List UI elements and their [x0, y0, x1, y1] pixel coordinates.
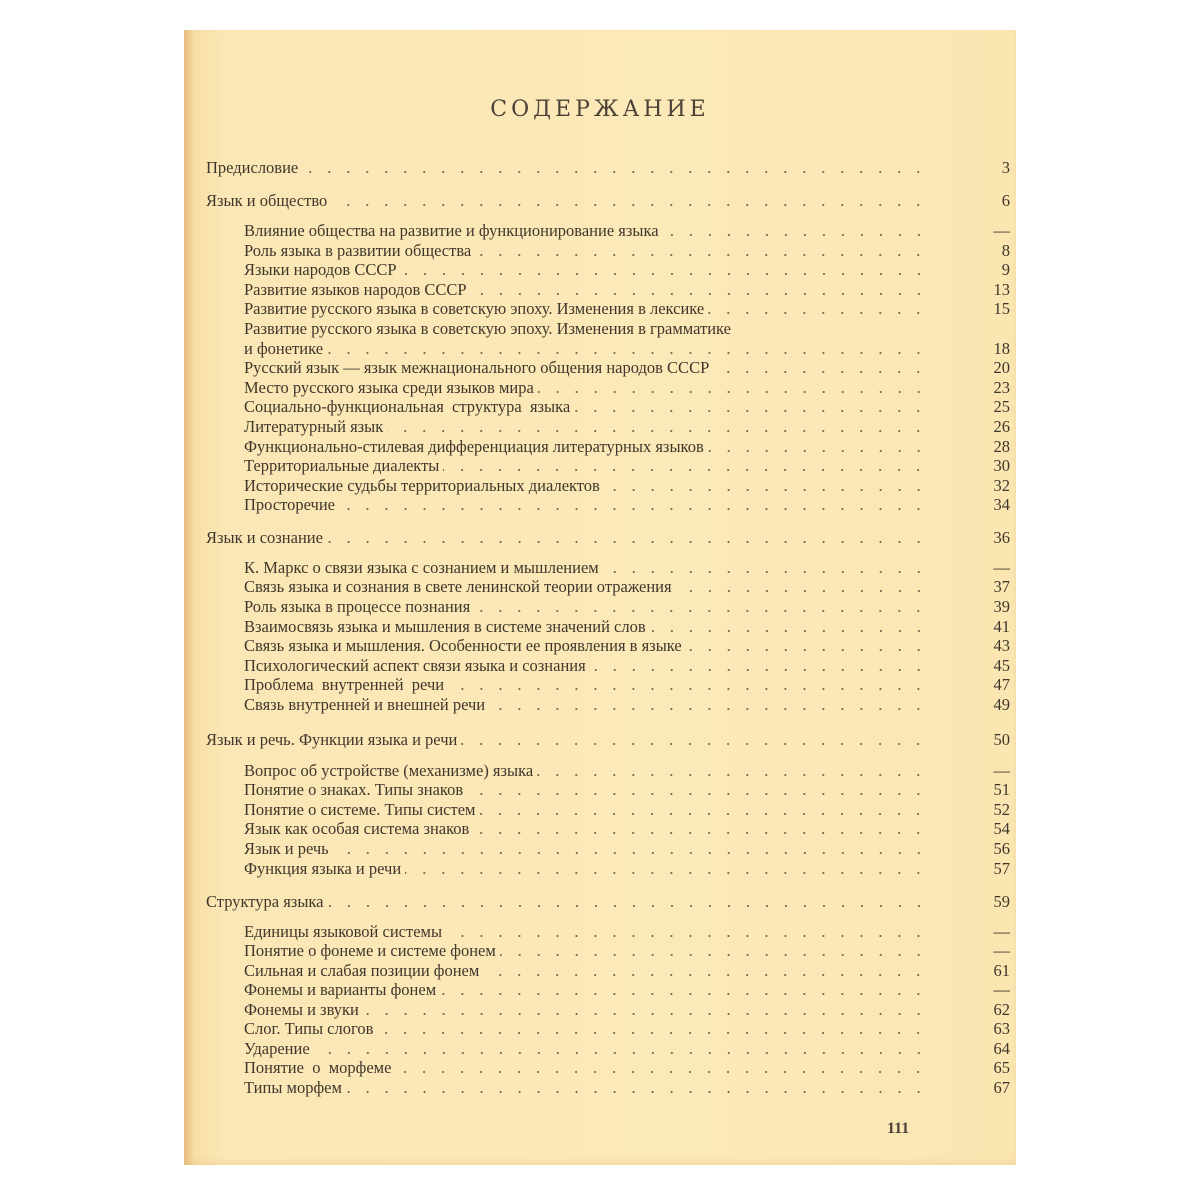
toc-entry-label: Язык как особая система знаков — [244, 819, 470, 838]
toc-section-row — [244, 417, 1010, 437]
leader-dots — [603, 571, 928, 573]
leader-dots — [489, 708, 928, 710]
toc-page-number: — — [993, 941, 1010, 960]
toc-page-number: 61 — [993, 961, 1010, 980]
toc-chapter-row — [206, 191, 1010, 211]
toc-chapter-row — [206, 892, 1010, 912]
toc-entry-label-continuation: и фонетике — [244, 339, 324, 358]
toc-page-number: 67 — [993, 1078, 1010, 1097]
leader-dots — [339, 508, 928, 510]
toc-entry-label: Психологический аспект связи языка и сознания — [244, 656, 586, 675]
leader-dots — [448, 688, 928, 690]
toc-section-row — [244, 476, 1010, 496]
toc-section-row — [244, 221, 1010, 241]
toc-page-number: 8 — [1001, 241, 1010, 260]
toc-page-number: 36 — [993, 528, 1010, 547]
toc-entry-label: Понятие о знаках. Типы знаков — [244, 780, 464, 799]
leader-dots — [708, 450, 928, 452]
toc-page-number: 13 — [993, 280, 1010, 299]
toc-page-number: — — [993, 980, 1010, 999]
toc-chapter-row — [206, 528, 1010, 548]
toc-section-row — [244, 437, 1010, 457]
toc-section-row-line1 — [244, 319, 932, 339]
toc-page-number: 32 — [993, 476, 1010, 495]
leader-dots — [328, 905, 928, 907]
toc-page-number: 49 — [993, 695, 1010, 714]
toc-page-number: 25 — [993, 397, 1010, 416]
leader-dots — [500, 954, 928, 956]
toc-entry-label: Русский язык — язык межнационального общения народов СССР — [244, 358, 710, 377]
toc-entry-label: Роль языка в развитии общества — [244, 241, 472, 260]
toc-page-number: 43 — [993, 636, 1010, 655]
toc-page-number: 47 — [993, 675, 1010, 694]
leader-dots — [473, 832, 928, 834]
toc-section-row — [244, 397, 1010, 417]
toc-chapter-row — [206, 158, 1010, 178]
leader-dots — [405, 872, 928, 874]
toc-section-row — [244, 839, 1010, 859]
toc-entry-label: Сильная и слабая позиции фонем — [244, 961, 480, 980]
toc-entry-label: Литературный язык — [244, 417, 384, 436]
toc-section-row — [244, 558, 1010, 578]
toc-section-row — [244, 961, 1010, 981]
toc-entry-label: Проблема внутренней речи — [244, 675, 445, 694]
toc-page-number: 45 — [993, 656, 1010, 675]
page-title: СОДЕРЖАНИЕ — [490, 97, 710, 122]
toc-entry-label: Язык и речь — [244, 839, 329, 858]
toc-entry-label: Влияние общества на развитие и функционирование языка — [244, 221, 659, 240]
toc-section-row — [244, 922, 1010, 942]
leader-dots — [314, 1052, 928, 1054]
leader-dots — [663, 234, 928, 236]
toc-chapter-row — [206, 730, 1010, 750]
leader-dots — [538, 391, 928, 393]
leader-dots — [479, 813, 928, 815]
toc-entry-label: Понятие о морфеме — [244, 1058, 392, 1077]
toc-section-row — [244, 980, 1010, 1000]
leader-dots — [443, 469, 928, 471]
toc-section-row — [244, 597, 1010, 617]
toc-page-number: 23 — [993, 378, 1010, 397]
toc-section-row — [244, 656, 1010, 676]
toc-entry-label: Предисловие — [206, 158, 299, 177]
toc-entry-label: Связь языка и мышления. Особенности ее проявления в языке — [244, 636, 682, 655]
toc-page-number: 64 — [993, 1039, 1010, 1058]
toc-page-number: 56 — [993, 839, 1010, 858]
book-page — [184, 30, 1016, 1165]
toc-section-row — [244, 859, 1010, 879]
leader-dots — [395, 1071, 928, 1073]
toc-section-row — [244, 617, 1010, 637]
toc-page-number: 6 — [1001, 191, 1010, 210]
leader-dots — [327, 352, 928, 354]
toc-page-number: 57 — [993, 859, 1010, 878]
toc-entry-label: Фонемы и звуки — [244, 1000, 359, 1019]
toc-page-number: 50 — [993, 730, 1010, 749]
toc-entry-label: Язык и общество — [206, 191, 328, 210]
leader-dots — [446, 935, 928, 937]
toc-entry-label: Развитие языков народов СССР — [244, 280, 467, 299]
toc-page-number: 52 — [993, 800, 1010, 819]
toc-entry-label: К. Маркс о связи языка с сознанием и мышлением — [244, 558, 599, 577]
toc-page-number: 51 — [993, 780, 1010, 799]
leader-dots — [474, 610, 928, 612]
toc-page-number: 39 — [993, 597, 1010, 616]
leader-dots — [708, 312, 928, 314]
toc-entry-label: Фонемы и варианты фонем — [244, 980, 437, 999]
leader-dots — [713, 371, 928, 373]
page-number: 111 — [887, 1120, 910, 1137]
toc-section-row — [244, 1039, 1010, 1059]
toc-section-row — [244, 577, 1010, 597]
toc-section-row — [244, 260, 1010, 280]
leader-dots — [676, 590, 928, 592]
leader-dots — [331, 204, 928, 206]
leader-dots — [604, 489, 928, 491]
toc-section-row — [244, 1000, 1010, 1020]
toc-section-row — [244, 358, 1010, 378]
toc-page-number: 37 — [993, 577, 1010, 596]
toc-page-number: 63 — [993, 1019, 1010, 1038]
toc-section-row — [244, 800, 1010, 820]
toc-page-number: 15 — [993, 299, 1010, 318]
toc-entry-label: Исторические судьбы территориальных диалектов — [244, 476, 600, 495]
toc-section-row — [244, 941, 1010, 961]
toc-page-number: — — [993, 558, 1010, 577]
leader-dots — [387, 430, 928, 432]
leader-dots — [471, 293, 928, 295]
toc-page-number: 20 — [993, 358, 1010, 377]
toc-section-row — [244, 495, 1010, 515]
toc-page-number: 59 — [993, 892, 1010, 911]
leader-dots — [483, 974, 928, 976]
toc-page-number: 62 — [993, 1000, 1010, 1019]
toc-entry-label: Вопрос об устройстве (механизме) языка — [244, 761, 534, 780]
toc-page-number: 30 — [993, 456, 1010, 475]
toc-section-row — [244, 780, 1010, 800]
toc-page-number: 34 — [993, 495, 1010, 514]
toc-section-row — [244, 456, 1010, 476]
toc-page-number: — — [993, 221, 1010, 240]
leader-dots — [537, 774, 928, 776]
leader-dots — [461, 743, 928, 745]
toc-page-number: 54 — [993, 819, 1010, 838]
toc-section-row — [244, 819, 1010, 839]
toc-entry-label: Роль языка в процессе познания — [244, 597, 471, 616]
toc-section-row — [244, 241, 1010, 261]
leader-dots — [302, 171, 928, 173]
toc-entry-label: Язык и речь. Функции языка и речи — [206, 730, 458, 749]
toc-entry-label: Языки народов СССР — [244, 260, 397, 279]
toc-entry-label: Функционально-стилевая дифференциация литературных языков — [244, 437, 704, 456]
leader-dots — [401, 273, 928, 275]
toc-section-row — [244, 299, 1010, 319]
toc-entry-label: Развитие русского языка в советскую эпоху. Изменения в лексике — [244, 299, 705, 318]
toc-section-row-line2 — [244, 339, 1010, 359]
toc-section-row — [244, 636, 1010, 656]
toc-section-row — [244, 1058, 1010, 1078]
leader-dots — [475, 254, 928, 256]
toc-entry-label: Развитие русского языка в советскую эпоху. Изменения в грамматике — [244, 319, 731, 338]
toc-section-row — [244, 1078, 1010, 1098]
leader-dots — [346, 1091, 928, 1093]
toc-entry-label: Ударение — [244, 1039, 310, 1058]
toc-section-row — [244, 280, 1010, 300]
toc-page-number: 26 — [993, 417, 1010, 436]
toc-entry-label: Социально-функциональная структура языка — [244, 397, 571, 416]
toc-page-number: — — [993, 922, 1010, 941]
toc-entry-label: Структура языка — [206, 892, 324, 911]
leader-dots — [467, 793, 928, 795]
toc-entry-label: Слог. Типы слогов — [244, 1019, 374, 1038]
toc-page-number: 41 — [993, 617, 1010, 636]
toc-section-row — [244, 378, 1010, 398]
toc-entry-label: Место русского языка среди языков мира — [244, 378, 534, 397]
leader-dots — [327, 541, 928, 543]
leader-dots — [333, 852, 928, 854]
toc-entry-label: Язык и сознание — [206, 528, 323, 547]
leader-dots — [574, 410, 928, 412]
toc-page-number: 9 — [1001, 260, 1010, 279]
toc-entry-label: Просторечие — [244, 495, 336, 514]
leader-dots — [363, 1013, 928, 1015]
toc-page-number: 28 — [993, 437, 1010, 456]
toc-entry-label: Типы морфем — [244, 1078, 342, 1097]
leader-dots — [650, 630, 928, 632]
toc-entry-label: Связь внутренней и внешней речи — [244, 695, 486, 714]
toc-page-number: 3 — [1001, 158, 1010, 177]
leader-dots — [590, 669, 928, 671]
leader-dots — [377, 1032, 928, 1034]
leader-dots — [440, 993, 928, 995]
toc-entry-label: Понятие о системе. Типы систем — [244, 800, 476, 819]
toc-section-row — [244, 761, 1010, 781]
toc-entry-label: Понятие о фонеме и системе фонем — [244, 941, 496, 960]
toc-section-row — [244, 675, 1010, 695]
toc-page-number: — — [993, 761, 1010, 780]
toc-page-number: 18 — [993, 339, 1010, 358]
toc-entry-label: Функция языка и речи — [244, 859, 402, 878]
toc-section-row — [244, 695, 1010, 715]
toc-page-number: 65 — [993, 1058, 1010, 1077]
toc-entry-label: Взаимосвязь языка и мышления в системе значений слов — [244, 617, 646, 636]
toc-entry-label: Территориальные диалекты — [244, 456, 440, 475]
toc-entry-label: Единицы языковой системы — [244, 922, 443, 941]
toc-entry-label: Связь языка и сознания в свете ленинской теории отражения — [244, 577, 672, 596]
leader-dots — [686, 649, 928, 651]
toc-section-row — [244, 1019, 1010, 1039]
